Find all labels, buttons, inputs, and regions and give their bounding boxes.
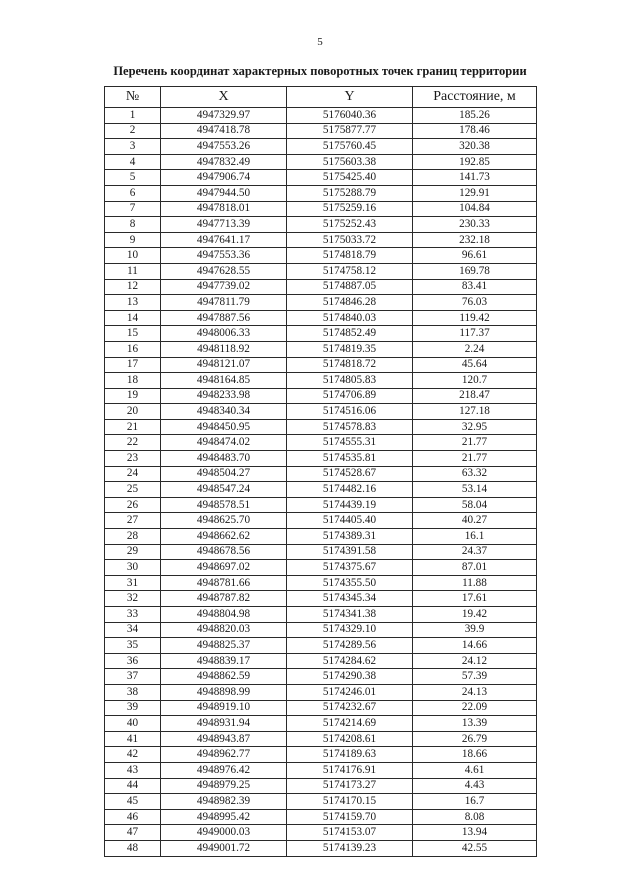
cell-y: 5175259.16 (287, 201, 413, 217)
cell-number: 41 (105, 731, 161, 747)
table-body (105, 108, 537, 857)
cell-distance: 14.66 (413, 638, 537, 654)
cell-distance: 192.85 (413, 154, 537, 170)
cell-distance: 218.47 (413, 388, 537, 404)
table-row (105, 575, 537, 591)
cell-distance: 230.33 (413, 217, 537, 233)
table-row (105, 201, 537, 217)
document-title: Перечень координат характерных поворотных точек границ территории (113, 64, 527, 78)
table-row (105, 123, 537, 139)
cell-y: 5174159.70 (287, 809, 413, 825)
cell-y: 5175033.72 (287, 232, 413, 248)
cell-x: 4949000.03 (161, 825, 287, 841)
table-row (105, 326, 537, 342)
cell-x: 4948962.77 (161, 747, 287, 763)
cell-y: 5174405.40 (287, 513, 413, 529)
table-row (105, 497, 537, 513)
cell-y: 5174439.19 (287, 497, 413, 513)
cell-distance: 13.39 (413, 716, 537, 732)
cell-distance: 4.61 (413, 762, 537, 778)
cell-number: 2 (105, 123, 161, 139)
cell-distance: 8.08 (413, 809, 537, 825)
cell-x: 4948504.27 (161, 466, 287, 482)
cell-y: 5174578.83 (287, 419, 413, 435)
cell-number: 20 (105, 404, 161, 420)
table-row (105, 466, 537, 482)
table-row (105, 404, 537, 420)
cell-number: 24 (105, 466, 161, 482)
table-row (105, 544, 537, 560)
cell-x: 4948697.02 (161, 560, 287, 576)
table-row (105, 310, 537, 326)
cell-number: 29 (105, 544, 161, 560)
cell-y: 5175760.45 (287, 139, 413, 155)
cell-y: 5174706.89 (287, 388, 413, 404)
table-row (105, 482, 537, 498)
cell-y: 5174289.56 (287, 638, 413, 654)
cell-x: 4948825.37 (161, 638, 287, 654)
cell-number: 10 (105, 248, 161, 264)
cell-y: 5174818.79 (287, 248, 413, 264)
cell-distance: 57.39 (413, 669, 537, 685)
table-row (105, 794, 537, 810)
cell-x: 4948820.03 (161, 622, 287, 638)
table-row (105, 778, 537, 794)
cell-x: 4948578.51 (161, 497, 287, 513)
cell-distance: 4.43 (413, 778, 537, 794)
header-number: № (105, 87, 161, 108)
table-row (105, 139, 537, 155)
header-x: X (161, 87, 287, 108)
table-row (105, 108, 537, 124)
cell-distance: 21.77 (413, 435, 537, 451)
cell-y: 5174535.81 (287, 451, 413, 467)
cell-number: 17 (105, 357, 161, 373)
cell-number: 37 (105, 669, 161, 685)
cell-x: 4948862.59 (161, 669, 287, 685)
cell-number: 25 (105, 482, 161, 498)
table-row (105, 638, 537, 654)
cell-number: 30 (105, 560, 161, 576)
cell-y: 5174232.67 (287, 700, 413, 716)
cell-distance: 26.79 (413, 731, 537, 747)
table-row (105, 762, 537, 778)
cell-y: 5174355.50 (287, 575, 413, 591)
table-row (105, 279, 537, 295)
cell-number: 11 (105, 263, 161, 279)
cell-x: 4948006.33 (161, 326, 287, 342)
cell-distance: 119.42 (413, 310, 537, 326)
table-row (105, 419, 537, 435)
cell-x: 4948919.10 (161, 700, 287, 716)
cell-number: 34 (105, 622, 161, 638)
table-row (105, 170, 537, 186)
cell-number: 48 (105, 840, 161, 856)
cell-y: 5174482.16 (287, 482, 413, 498)
cell-y: 5175288.79 (287, 185, 413, 201)
cell-y: 5175603.38 (287, 154, 413, 170)
cell-distance: 19.42 (413, 607, 537, 623)
cell-y: 5176040.36 (287, 108, 413, 124)
table-row (105, 825, 537, 841)
table-row (105, 840, 537, 856)
table-row (105, 295, 537, 311)
cell-number: 36 (105, 653, 161, 669)
cell-y: 5174189.63 (287, 747, 413, 763)
cell-number: 12 (105, 279, 161, 295)
cell-number: 27 (105, 513, 161, 529)
cell-x: 4949001.72 (161, 840, 287, 856)
table-row (105, 451, 537, 467)
cell-y: 5174329.10 (287, 622, 413, 638)
header-y: Y (287, 87, 413, 108)
cell-distance: 22.09 (413, 700, 537, 716)
table-row (105, 513, 537, 529)
cell-y: 5174819.35 (287, 341, 413, 357)
cell-distance: 18.66 (413, 747, 537, 763)
cell-number: 38 (105, 684, 161, 700)
cell-x: 4948483.70 (161, 451, 287, 467)
cell-distance: 83.41 (413, 279, 537, 295)
cell-y: 5174208.61 (287, 731, 413, 747)
cell-y: 5174173.27 (287, 778, 413, 794)
table-row (105, 248, 537, 264)
cell-number: 18 (105, 373, 161, 389)
cell-number: 26 (105, 497, 161, 513)
cell-number: 45 (105, 794, 161, 810)
cell-distance: 16.7 (413, 794, 537, 810)
cell-x: 4947739.02 (161, 279, 287, 295)
cell-x: 4947906.74 (161, 170, 287, 186)
cell-number: 47 (105, 825, 161, 841)
cell-number: 46 (105, 809, 161, 825)
cell-distance: 104.84 (413, 201, 537, 217)
table-row (105, 529, 537, 545)
cell-number: 7 (105, 201, 161, 217)
cell-distance: 16.1 (413, 529, 537, 545)
table-row (105, 653, 537, 669)
cell-number: 4 (105, 154, 161, 170)
cell-number: 13 (105, 295, 161, 311)
cell-x: 4947887.56 (161, 310, 287, 326)
cell-number: 8 (105, 217, 161, 233)
cell-x: 4948340.34 (161, 404, 287, 420)
coordinates-table (104, 86, 537, 857)
table-row (105, 154, 537, 170)
table-row (105, 357, 537, 373)
table-row (105, 684, 537, 700)
cell-number: 15 (105, 326, 161, 342)
cell-distance: 42.55 (413, 840, 537, 856)
cell-x: 4948931.94 (161, 716, 287, 732)
cell-x: 4948943.87 (161, 731, 287, 747)
table-row (105, 341, 537, 357)
cell-distance: 32.95 (413, 419, 537, 435)
cell-distance: 117.37 (413, 326, 537, 342)
cell-distance: 96.61 (413, 248, 537, 264)
cell-x: 4948898.99 (161, 684, 287, 700)
cell-x: 4948547.24 (161, 482, 287, 498)
cell-y: 5174139.23 (287, 840, 413, 856)
cell-distance: 120.7 (413, 373, 537, 389)
cell-number: 28 (105, 529, 161, 545)
cell-number: 39 (105, 700, 161, 716)
cell-number: 5 (105, 170, 161, 186)
table-row (105, 435, 537, 451)
cell-number: 9 (105, 232, 161, 248)
cell-x: 4948976.42 (161, 762, 287, 778)
cell-y: 5174176.91 (287, 762, 413, 778)
cell-distance: 232.18 (413, 232, 537, 248)
cell-distance: 127.18 (413, 404, 537, 420)
cell-distance: 141.73 (413, 170, 537, 186)
cell-y: 5174805.83 (287, 373, 413, 389)
cell-x: 4947329.97 (161, 108, 287, 124)
cell-y: 5174818.72 (287, 357, 413, 373)
table-row (105, 591, 537, 607)
cell-number: 40 (105, 716, 161, 732)
cell-number: 32 (105, 591, 161, 607)
cell-x: 4948781.66 (161, 575, 287, 591)
cell-x: 4947641.17 (161, 232, 287, 248)
cell-x: 4947418.78 (161, 123, 287, 139)
table-row (105, 700, 537, 716)
cell-x: 4948118.92 (161, 341, 287, 357)
cell-number: 22 (105, 435, 161, 451)
cell-y: 5174758.12 (287, 263, 413, 279)
cell-x: 4947628.55 (161, 263, 287, 279)
cell-number: 42 (105, 747, 161, 763)
cell-number: 16 (105, 341, 161, 357)
cell-y: 5174170.15 (287, 794, 413, 810)
cell-x: 4947553.36 (161, 248, 287, 264)
cell-x: 4948233.98 (161, 388, 287, 404)
cell-distance: 21.77 (413, 451, 537, 467)
cell-number: 6 (105, 185, 161, 201)
cell-x: 4948982.39 (161, 794, 287, 810)
cell-distance: 87.01 (413, 560, 537, 576)
cell-x: 4947832.49 (161, 154, 287, 170)
cell-distance: 24.37 (413, 544, 537, 560)
cell-x: 4948474.02 (161, 435, 287, 451)
table-row (105, 747, 537, 763)
cell-distance: 24.13 (413, 684, 537, 700)
cell-x: 4948625.70 (161, 513, 287, 529)
cell-y: 5174290.38 (287, 669, 413, 685)
cell-x: 4948678.56 (161, 544, 287, 560)
cell-y: 5174375.67 (287, 560, 413, 576)
cell-distance: 58.04 (413, 497, 537, 513)
header-distance: Расстояние, м (413, 87, 537, 108)
table-row (105, 263, 537, 279)
cell-y: 5174852.49 (287, 326, 413, 342)
cell-y: 5174555.31 (287, 435, 413, 451)
cell-distance: 129.91 (413, 185, 537, 201)
table-row (105, 217, 537, 233)
cell-y: 5174246.01 (287, 684, 413, 700)
cell-y: 5174516.06 (287, 404, 413, 420)
cell-y: 5174840.03 (287, 310, 413, 326)
cell-number: 1 (105, 108, 161, 124)
table-row (105, 560, 537, 576)
cell-number: 19 (105, 388, 161, 404)
cell-distance: 53.14 (413, 482, 537, 498)
cell-distance: 13.94 (413, 825, 537, 841)
cell-distance: 17.61 (413, 591, 537, 607)
cell-y: 5174846.28 (287, 295, 413, 311)
cell-x: 4948995.42 (161, 809, 287, 825)
cell-y: 5174214.69 (287, 716, 413, 732)
cell-y: 5174341.38 (287, 607, 413, 623)
cell-number: 43 (105, 762, 161, 778)
cell-distance: 320.38 (413, 139, 537, 155)
cell-number: 14 (105, 310, 161, 326)
table-row (105, 388, 537, 404)
cell-x: 4948787.82 (161, 591, 287, 607)
cell-distance: 11.88 (413, 575, 537, 591)
cell-distance: 24.12 (413, 653, 537, 669)
cell-y: 5174887.05 (287, 279, 413, 295)
cell-x: 4948662.62 (161, 529, 287, 545)
table-row (105, 669, 537, 685)
cell-x: 4947811.79 (161, 295, 287, 311)
cell-y: 5174389.31 (287, 529, 413, 545)
cell-y: 5175877.77 (287, 123, 413, 139)
table-row (105, 731, 537, 747)
cell-distance: 76.03 (413, 295, 537, 311)
cell-distance: 40.27 (413, 513, 537, 529)
cell-x: 4947944.50 (161, 185, 287, 201)
cell-x: 4948450.95 (161, 419, 287, 435)
cell-distance: 169.78 (413, 263, 537, 279)
cell-distance: 185.26 (413, 108, 537, 124)
cell-distance: 45.64 (413, 357, 537, 373)
table-row (105, 185, 537, 201)
cell-distance: 63.32 (413, 466, 537, 482)
table-row (105, 622, 537, 638)
cell-distance: 2.24 (413, 341, 537, 357)
cell-x: 4947553.26 (161, 139, 287, 155)
cell-number: 44 (105, 778, 161, 794)
cell-number: 31 (105, 575, 161, 591)
cell-x: 4948164.85 (161, 373, 287, 389)
cell-number: 23 (105, 451, 161, 467)
table-row (105, 809, 537, 825)
cell-distance: 39.9 (413, 622, 537, 638)
cell-y: 5175425.40 (287, 170, 413, 186)
table-row (105, 373, 537, 389)
cell-x: 4948839.17 (161, 653, 287, 669)
cell-y: 5175252.43 (287, 217, 413, 233)
cell-x: 4948804.98 (161, 607, 287, 623)
table-row (105, 716, 537, 732)
cell-x: 4947713.39 (161, 217, 287, 233)
table-row (105, 232, 537, 248)
cell-y: 5174391.58 (287, 544, 413, 560)
cell-x: 4948979.25 (161, 778, 287, 794)
page-number: 5 (317, 36, 323, 48)
cell-number: 21 (105, 419, 161, 435)
cell-y: 5174345.34 (287, 591, 413, 607)
table-header-row (105, 87, 537, 108)
cell-x: 4947818.01 (161, 201, 287, 217)
cell-y: 5174528.67 (287, 466, 413, 482)
cell-number: 33 (105, 607, 161, 623)
cell-number: 35 (105, 638, 161, 654)
cell-number: 3 (105, 139, 161, 155)
table-row (105, 607, 537, 623)
cell-y: 5174284.62 (287, 653, 413, 669)
cell-x: 4948121.07 (161, 357, 287, 373)
cell-distance: 178.46 (413, 123, 537, 139)
cell-y: 5174153.07 (287, 825, 413, 841)
